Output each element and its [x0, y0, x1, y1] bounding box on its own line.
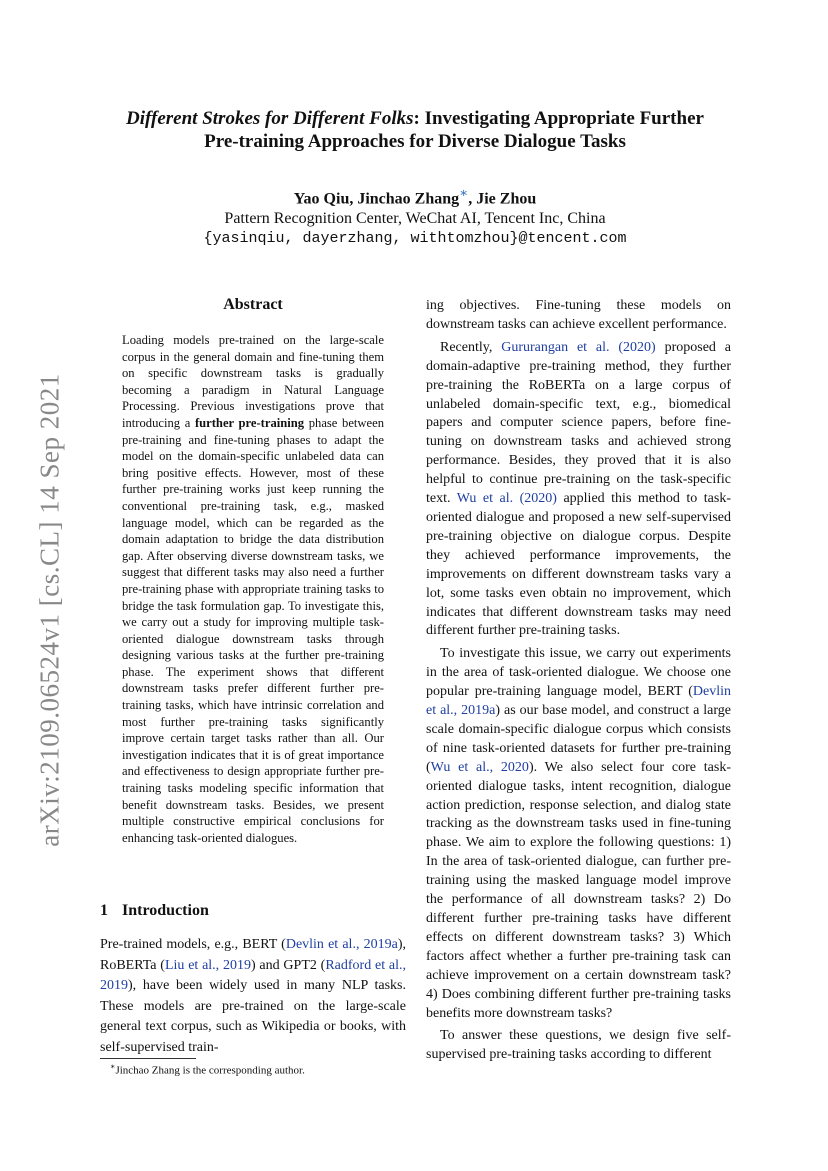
section-heading-introduction — [100, 902, 209, 920]
intro-text: ) and GPT2 ( — [250, 957, 326, 973]
author-names-b: , Jie Zhou — [468, 190, 537, 208]
title-italic-part: Different Strokes for Different Folks — [126, 108, 414, 129]
right-column — [426, 297, 731, 1065]
abstract-bold-term: further pre-training — [194, 415, 305, 430]
right-paragraph-2 — [426, 339, 731, 642]
author-block — [100, 183, 730, 249]
right-paragraph-4: To answer these questions, we design five self-supervised pre-training tasks according to different — [426, 1028, 731, 1063]
body-text: applied this method to task-oriented dialogue and proposed a new self-supervised pre-training objective on dialogue corpus. Despite they achieved performance improvements, the improvements on different downstream tasks vary a lot, some tasks even obtain no improvement, which indicates that different downstream tasks may need different further pre-training tasks. — [426, 491, 732, 639]
intro-text: Pre-trained models, e.g., BERT ( — [100, 937, 286, 952]
citation-link[interactable]: Liu et al., 2019 — [164, 957, 251, 973]
intro-text: ), have been widely used in many NLP tasks. These models are pre-trained on the large-scale general text corpus, such as Wikipedia or books, with self-supervised train- — [100, 978, 406, 1055]
abstract-text-a: Loading models pre-trained on the large-scale corpus in the general domain and fine-tuning them on specific downstream tasks is gradually becoming a paradigm in Natural Language Processing. Previous investigations prove that introducing a — [122, 333, 384, 430]
citation-link[interactable]: Devlin et al., 2019a — [426, 684, 731, 719]
body-text: To investigate this issue, we carry out experiments in the area of task-oriented dialogue. We choose one popular pre-training language model, BERT ( — [426, 646, 731, 700]
citation-link[interactable]: Wu et al. (2020) — [456, 491, 557, 507]
right-paragraph-3 — [426, 645, 731, 1023]
introduction-paragraph — [100, 935, 406, 1058]
footnote-divider — [100, 1058, 196, 1059]
body-text: proposed a domain-adaptive pre-training method, they further pre-training the RoBERTa on a large corpus of unlabeled domain-specific text, e.g., biomedical papers and computer science papers, before fine-tuning on downstream tasks and achieved strong performance. Besides, they proved that it is also helpful to continue pre-training on the task-specific text. — [426, 339, 731, 507]
citation-link[interactable]: Devlin et al., 2019a — [285, 937, 398, 952]
arxiv-identifier: arXiv:2109.06524v1 [cs.CL] 14 Sep 2021 — [34, 373, 65, 847]
abstract-text — [122, 332, 384, 846]
affiliation: Pattern Recognition Center, WeChat AI, Tencent Inc, China — [224, 210, 606, 228]
footnote — [110, 1062, 305, 1077]
abstract-text-b: phase between pre-training and fine-tuning phases to adapt the model on the domain-specific unlabeled data can bring positive effects. However, most of these further pre-training works just keep running the conventional pre-training task, e.g., masked language model, which can be regarded as the domain adaptation to bridge the data distribution gap. After observing diverse downstream tasks, we suggest that different tasks may also need a further pre-training phase with appropriate training tasks to bridge the task formulation gap. To investigate this, we carry out a study for improving multiple task-oriented dialogue downstream tasks through designing various tasks at the further pre-training phase. The experiment shows that different downstream tasks prefer different further pre-training tasks, which have intrinsic correlation and most further pre-training tasks significantly improve certain target tasks rather than all. Our investigation indicates that it is of great importance and effectiveness to design appropriate further pre-training tasks modeling specific information that benefit downstream tasks. Besides, we present multiple constructive empirical conclusions for enhancing task-oriented dialogues. — [122, 415, 384, 845]
body-text: ) as our base model, and construct a large scale domain-specific dialogue corpus which consists of nine task-oriented datasets for further pre-training ( — [426, 703, 732, 775]
body-text: Recently, — [440, 339, 502, 355]
footnote-text: Jinchao Zhang is the corresponding author. — [115, 1064, 305, 1077]
author-names — [100, 183, 730, 209]
section-number: 1 — [100, 902, 108, 919]
body-text: ). We also select four core task-oriented dialogue tasks, intent recognition, dialogue action prediction, response selection, and dialog state tracking as the downstream tasks used in fine-tuning phase. We aim to explore the following questions: 1) In the area of task-oriented dialogue, can further pre-training using the masked language model improve the performance of all downstream tasks? 2) Do different further pre-training tasks have different effects on different downstream tasks? 3) Which factors affect whether a further pre-training task can achieve improvement on a certain downstream task? 4) Does combining different further pre-training tasks benefits more downstream tasks? — [426, 759, 731, 1021]
title-line2: Pre-training Approaches for Diverse Dialogue Tasks — [204, 131, 626, 152]
citation-link[interactable]: Gururangan et al. (2020) — [501, 339, 656, 355]
footnote-mark: ∗ — [110, 1062, 116, 1071]
section-title: Introduction — [122, 902, 209, 919]
title-line1-rest: : Investigating Appropriate Further — [413, 108, 704, 129]
abstract-heading: Abstract — [223, 296, 283, 313]
right-paragraph-1: ing objectives. Fine-tuning these models on downstream tasks can achieve excellent performance. — [426, 298, 731, 332]
author-emails: {yasinqiu, dayerzhang, withtomzhou}@tencent.com — [203, 230, 627, 248]
paper-title — [100, 107, 730, 153]
citation-link[interactable]: Radford et al., 2019 — [100, 957, 406, 993]
intro-text: ), RoBERTa ( — [100, 937, 406, 973]
author-names-a: Yao Qiu, Jinchao Zhang — [293, 190, 460, 208]
corresponding-author-mark[interactable]: ∗ — [459, 185, 469, 200]
citation-link[interactable]: Wu et al., 2020 — [430, 759, 529, 775]
